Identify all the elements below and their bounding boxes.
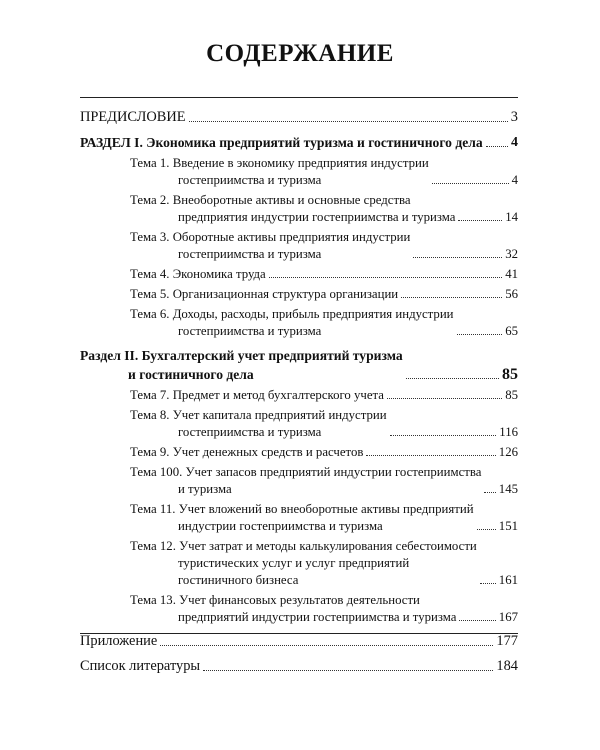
entry-page: 41: [505, 267, 518, 281]
entry-page: 151: [498, 519, 518, 533]
entry-page: 116: [499, 425, 518, 439]
entry-title: РАЗДЕЛ I. Экономика предприятий туризма и гостиничного дела: [80, 135, 483, 150]
entry-page: 126: [498, 445, 518, 459]
entry-title: ПРЕДИСЛОВИЕ: [80, 109, 186, 125]
toc-section-2[interactable]: [80, 346, 518, 384]
toc-section-1[interactable]: [80, 133, 518, 152]
entry-page: 4: [511, 135, 518, 150]
dot-leader: [189, 121, 508, 122]
toc-entry-topic-2[interactable]: [80, 192, 518, 226]
toc-entry-topic-10[interactable]: [80, 464, 518, 498]
entry-title-line1: Тема 13. Учет финансовых результатов деятельности: [130, 593, 420, 607]
entry-title-line2: и туризма: [178, 482, 232, 496]
entry-title-line1: Тема 6. Доходы, расходы, прибыль предприятия индустрии: [130, 307, 454, 321]
dot-leader: [160, 645, 493, 646]
entry-page: 85: [505, 388, 518, 402]
dot-leader: [366, 455, 495, 456]
entry-page: 161: [498, 573, 518, 587]
dot-leader: [486, 146, 508, 147]
toc-entry-topic-4[interactable]: [80, 266, 518, 283]
dot-leader: [457, 334, 503, 335]
entry-title-line1b: туристических услуг и услуг предприятий: [178, 556, 410, 570]
toc-entry-topic-5[interactable]: [80, 286, 518, 303]
entry-title: Тема 4. Экономика труда: [130, 267, 266, 281]
toc-entry-preface[interactable]: [80, 108, 518, 127]
entry-page: 3: [510, 109, 518, 125]
toc-entry-topic-1[interactable]: [80, 155, 518, 189]
toc-entry-bibliography[interactable]: [80, 657, 518, 676]
entry-title-line1: Тема 1. Введение в экономику предприятия индустрии: [130, 156, 429, 170]
entry-title-line2: гостеприимства и туризма: [178, 324, 322, 338]
dot-leader: [413, 257, 502, 258]
table-of-contents: [80, 108, 518, 676]
dot-leader: [387, 398, 502, 399]
entry-page: 32: [505, 247, 518, 261]
entry-page: 65: [505, 324, 518, 338]
entry-title: Список литературы: [80, 658, 201, 674]
dot-leader: [484, 492, 495, 493]
entry-page: 56: [505, 287, 518, 301]
toc-entry-appendix[interactable]: [80, 632, 518, 651]
entry-title-line2: гостеприимства и туризма: [178, 173, 322, 187]
entry-title: Тема 7. Предмет и метод бухгалтерского учета: [130, 388, 384, 402]
entry-title-line1: Тема 100. Учет запасов предприятий индустрии гостеприимства: [130, 465, 482, 479]
dot-leader: [459, 620, 495, 621]
entry-page: 177: [496, 633, 518, 649]
entry-title-line2: и гостиничного дела: [128, 367, 254, 382]
toc-entry-topic-12[interactable]: [80, 538, 518, 589]
entry-page: 184: [496, 658, 518, 674]
dot-leader: [458, 220, 502, 221]
toc-entry-topic-13[interactable]: [80, 592, 518, 626]
dot-leader: [477, 529, 496, 530]
entry-title-line1: Тема 8. Учет капитала предприятий индустрии: [130, 408, 387, 422]
entry-title-line2: индустрии гостеприимства и туризма: [178, 519, 383, 533]
dot-leader: [203, 670, 493, 671]
dot-leader: [269, 277, 502, 278]
entry-page: 85: [502, 366, 518, 383]
page-title: СОДЕРЖАНИЕ: [206, 40, 394, 67]
toc-entry-topic-8[interactable]: [80, 407, 518, 441]
entry-title-line2: гостиничного бизнеса: [178, 573, 299, 587]
entry-page: 167: [498, 610, 518, 624]
dot-leader: [432, 183, 509, 184]
entry-page: 145: [498, 482, 518, 496]
entry-title-line2: предприятия индустрии гостеприимства и туризма: [178, 210, 456, 224]
entry-page: 14: [505, 210, 518, 224]
dot-leader: [406, 378, 499, 379]
entry-title: Тема 5. Организационная структура организации: [130, 287, 399, 301]
toc-entry-topic-7[interactable]: [80, 387, 518, 404]
entry-title-line1: Тема 12. Учет затрат и методы калькулирования себестоимости: [130, 539, 477, 553]
toc-entry-topic-3[interactable]: [80, 229, 518, 263]
dot-leader: [390, 435, 497, 436]
bottom-rule: [80, 633, 518, 634]
toc-entry-topic-11[interactable]: [80, 501, 518, 535]
entry-title-line1: Тема 11. Учет вложений во внеоборотные активы предприятий: [130, 502, 474, 516]
entry-title: Тема 9. Учет денежных средств и расчетов: [130, 445, 364, 459]
entry-title-line1: Раздел II. Бухгалтерский учет предприятий туризма: [80, 348, 403, 363]
top-rule: [80, 97, 518, 98]
entry-page: 4: [511, 173, 518, 187]
entry-title-line1: Тема 3. Оборотные активы предприятия индустрии: [130, 230, 411, 244]
dot-leader: [401, 297, 502, 298]
dot-leader: [480, 583, 496, 584]
entry-title-line2: гостеприимства и туризма: [178, 247, 322, 261]
entry-title-line1: Тема 2. Внеоборотные активы и основные средства: [130, 193, 411, 207]
toc-entry-topic-9[interactable]: [80, 444, 518, 461]
toc-entry-topic-6[interactable]: [80, 306, 518, 340]
entry-title: Приложение: [80, 633, 158, 649]
entry-title-line2: предприятий индустрии гостеприимства и туризма: [178, 610, 457, 624]
entry-title-line2: гостеприимства и туризма: [178, 425, 322, 439]
